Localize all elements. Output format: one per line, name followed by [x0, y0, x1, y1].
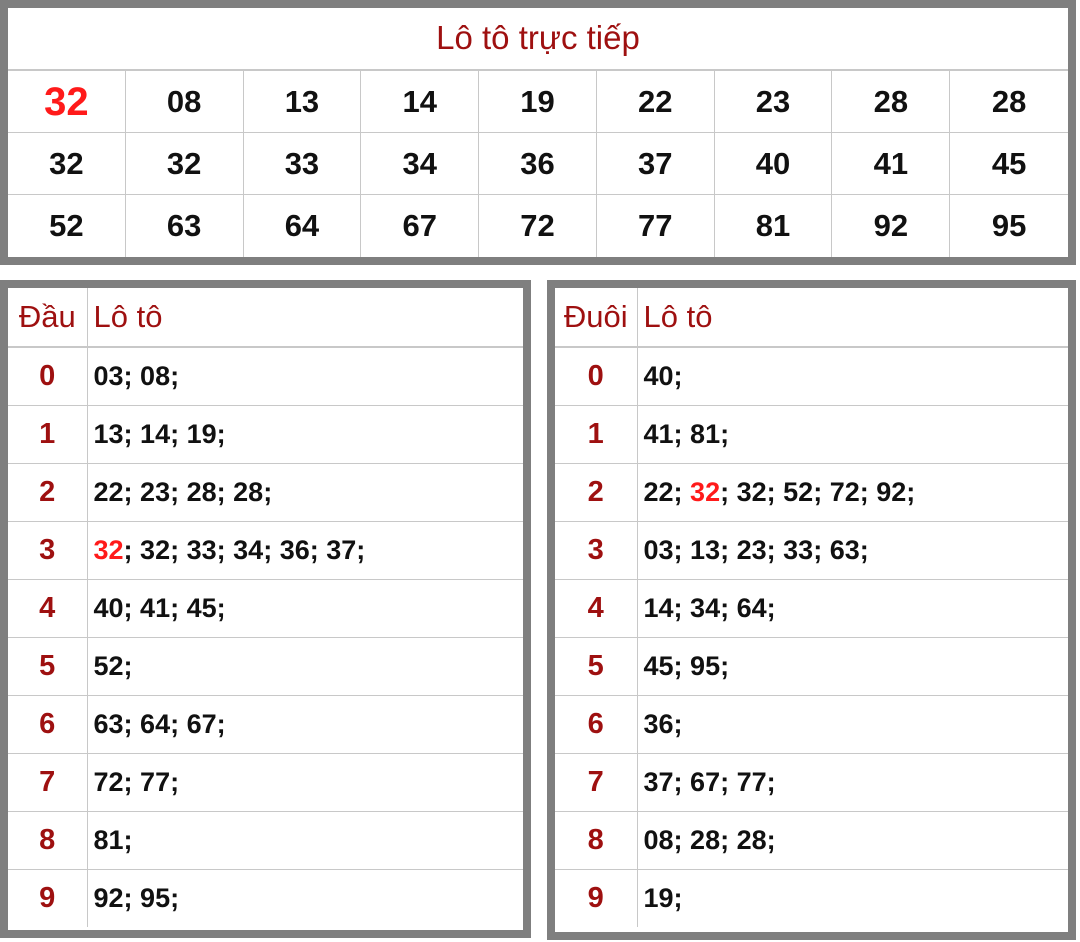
duoi-header-value: Lô tô — [637, 288, 1068, 347]
live-number-cell: 34 — [361, 133, 479, 195]
dau-numbers: 03; 08; — [87, 347, 523, 406]
duoi-numbers: 19; — [643, 883, 683, 913]
live-number-cell: 92 — [832, 195, 950, 257]
live-results-grid — [8, 71, 1068, 257]
live-number-cell: 37 — [597, 133, 715, 195]
loto-number: 45 — [186, 593, 217, 623]
dau-header-key: Đầu — [8, 288, 87, 347]
dau-numbers: 72; 77; — [87, 754, 523, 812]
live-number-cell: 41 — [832, 133, 950, 195]
loto-number: 14 — [140, 419, 171, 449]
loto-number: 33 — [186, 535, 217, 565]
loto-number: 34 — [233, 535, 264, 565]
loto-number: 22 — [643, 477, 674, 507]
loto-number: 36 — [643, 709, 674, 739]
dau-digit: 8 — [8, 812, 87, 870]
loto-number: 19 — [643, 883, 674, 913]
duoi-digit: 8 — [555, 812, 637, 870]
dau-row — [8, 580, 523, 638]
loto-number: 63 — [93, 709, 124, 739]
loto-number: 37 — [643, 767, 674, 797]
dau-numbers: 52; — [87, 638, 523, 696]
dau-digit: 1 — [8, 406, 87, 464]
duoi-numbers: 36; — [637, 696, 1068, 754]
loto-number: 13 — [690, 535, 721, 565]
dau-digit: 2 — [8, 464, 87, 522]
loto-number: 67 — [186, 709, 217, 739]
loto-number: 08 — [140, 361, 171, 391]
dau-numbers: 32; 32; 33; 34; 36; 37; — [87, 522, 523, 580]
dau-row — [8, 347, 523, 406]
duoi-digit: 9 — [555, 870, 637, 928]
loto-number: 08 — [643, 825, 674, 855]
duoi-row — [555, 696, 1068, 754]
loto-number: 72 — [93, 767, 124, 797]
loto-number: 92 — [93, 883, 124, 913]
loto-number: 45 — [643, 651, 674, 681]
loto-number: 32 — [690, 477, 721, 507]
loto-number: 22 — [93, 477, 124, 507]
duoi-numbers: 40; — [637, 347, 1068, 406]
loto-number: 77 — [736, 767, 767, 797]
loto-number: 32 — [140, 535, 171, 565]
loto-number: 41 — [643, 419, 674, 449]
live-number-cell: 32 — [8, 133, 126, 195]
live-number-cell: 28 — [832, 71, 950, 133]
duoi-table — [555, 288, 1068, 927]
loto-number: 03 — [643, 535, 674, 565]
loto-number: 95 — [140, 883, 171, 913]
loto-number: 81 — [93, 825, 124, 855]
dau-row — [8, 464, 523, 522]
duoi-header-row — [555, 288, 1068, 347]
duoi-row — [555, 347, 1068, 406]
loto-number: 64 — [736, 593, 767, 623]
loto-number: 63 — [829, 535, 860, 565]
dau-row — [8, 870, 523, 928]
dau-numbers: 92; 95; — [93, 883, 180, 913]
loto-number: 19 — [186, 419, 217, 449]
loto-number: 13 — [93, 419, 124, 449]
duoi-numbers: 37; 67; 77; — [637, 754, 1068, 812]
dau-row — [8, 638, 523, 696]
live-number-cell: 67 — [361, 195, 479, 257]
duoi-row — [555, 638, 1068, 696]
live-number-cell: 14 — [361, 71, 479, 133]
live-number-cell: 40 — [715, 133, 833, 195]
live-results-panel — [0, 0, 1076, 265]
dau-header-value: Lô tô — [87, 288, 523, 347]
loto-number: 92 — [876, 477, 907, 507]
live-number-cell: 72 — [479, 195, 597, 257]
dau-digit: 6 — [8, 696, 87, 754]
duoi-numbers: 08; 28; 28; — [637, 812, 1068, 870]
live-number-cell: 64 — [244, 195, 362, 257]
duoi-row — [555, 812, 1068, 870]
duoi-numbers: 45; 95; — [637, 638, 1068, 696]
loto-number: 28 — [690, 825, 721, 855]
dau-panel — [0, 280, 531, 938]
loto-number: 28 — [186, 477, 217, 507]
live-number-cell: 32 — [8, 71, 126, 133]
loto-number: 67 — [690, 767, 721, 797]
loto-number: 33 — [783, 535, 814, 565]
loto-number: 52 — [93, 651, 124, 681]
dau-digit: 4 — [8, 580, 87, 638]
loto-number: 37 — [326, 535, 357, 565]
duoi-digit: 4 — [555, 580, 637, 638]
duoi-digit: 6 — [555, 696, 637, 754]
duoi-panel — [547, 280, 1076, 940]
dau-numbers: 40; 41; 45; — [87, 580, 523, 638]
live-number-cell: 08 — [126, 71, 244, 133]
live-number-cell: 33 — [244, 133, 362, 195]
live-number-cell: 23 — [715, 71, 833, 133]
loto-number: 40 — [643, 361, 674, 391]
live-number-cell: 52 — [8, 195, 126, 257]
loto-number: 28 — [736, 825, 767, 855]
dau-row — [8, 696, 523, 754]
duoi-digit: 1 — [555, 406, 637, 464]
loto-number: 64 — [140, 709, 171, 739]
loto-number: 77 — [140, 767, 171, 797]
duoi-numbers: 41; 81; — [637, 406, 1068, 464]
dau-row — [8, 406, 523, 464]
loto-number: 81 — [690, 419, 721, 449]
loto-number: 95 — [690, 651, 721, 681]
live-number-cell: 95 — [991, 208, 1027, 243]
loto-number: 23 — [140, 477, 171, 507]
live-number-cell: 22 — [597, 71, 715, 133]
duoi-digit: 7 — [555, 754, 637, 812]
live-number-cell: 32 — [126, 133, 244, 195]
dau-digit: 7 — [8, 754, 87, 812]
dau-numbers: 81; — [87, 812, 523, 870]
loto-number: 34 — [690, 593, 721, 623]
loto-number: 32 — [736, 477, 767, 507]
live-number-cell: 45 — [950, 133, 1068, 195]
live-number-cell: 81 — [715, 195, 833, 257]
duoi-numbers: 22; 32; 32; 52; 72; 92; — [637, 464, 1068, 522]
dau-numbers: 13; 14; 19; — [87, 406, 523, 464]
dau-row — [8, 812, 523, 870]
loto-number: 52 — [783, 477, 814, 507]
loto-number: 40 — [93, 593, 124, 623]
loto-number: 23 — [736, 535, 767, 565]
dau-digit: 9 — [8, 870, 87, 928]
dau-numbers: 22; 23; 28; 28; — [87, 464, 523, 522]
live-number-cell: 13 — [244, 71, 362, 133]
duoi-row — [555, 464, 1068, 522]
duoi-row — [555, 754, 1068, 812]
duoi-digit: 5 — [555, 638, 637, 696]
duoi-row — [555, 580, 1068, 638]
duoi-row — [555, 522, 1068, 580]
live-number-cell: 28 — [950, 71, 1068, 133]
live-number-cell: 63 — [126, 195, 244, 257]
loto-number: 14 — [643, 593, 674, 623]
dau-digit: 5 — [8, 638, 87, 696]
dau-digit: 0 — [8, 347, 87, 406]
live-number-cell: 19 — [479, 71, 597, 133]
loto-number: 72 — [829, 477, 860, 507]
live-results-title: Lô tô trực tiếp — [8, 8, 1068, 71]
dau-table — [8, 288, 523, 927]
loto-number: 36 — [279, 535, 310, 565]
loto-number: 41 — [140, 593, 171, 623]
duoi-row — [555, 406, 1068, 464]
dau-digit: 3 — [8, 522, 87, 580]
loto-number: 32 — [93, 535, 124, 565]
dau-numbers: 63; 64; 67; — [87, 696, 523, 754]
loto-number: 28 — [233, 477, 264, 507]
dau-row — [8, 522, 523, 580]
duoi-digit: 0 — [555, 347, 637, 406]
loto-number: 03 — [93, 361, 124, 391]
live-number-cell: 77 — [597, 195, 715, 257]
dau-row — [8, 754, 523, 812]
live-number-cell: 36 — [479, 133, 597, 195]
duoi-row — [555, 870, 1068, 928]
duoi-digit: 3 — [555, 522, 637, 580]
duoi-numbers: 03; 13; 23; 33; 63; — [637, 522, 1068, 580]
duoi-numbers: 14; 34; 64; — [637, 580, 1068, 638]
duoi-digit: 2 — [555, 464, 637, 522]
duoi-header-key: Đuôi — [555, 288, 637, 347]
dau-header-row — [8, 288, 523, 347]
